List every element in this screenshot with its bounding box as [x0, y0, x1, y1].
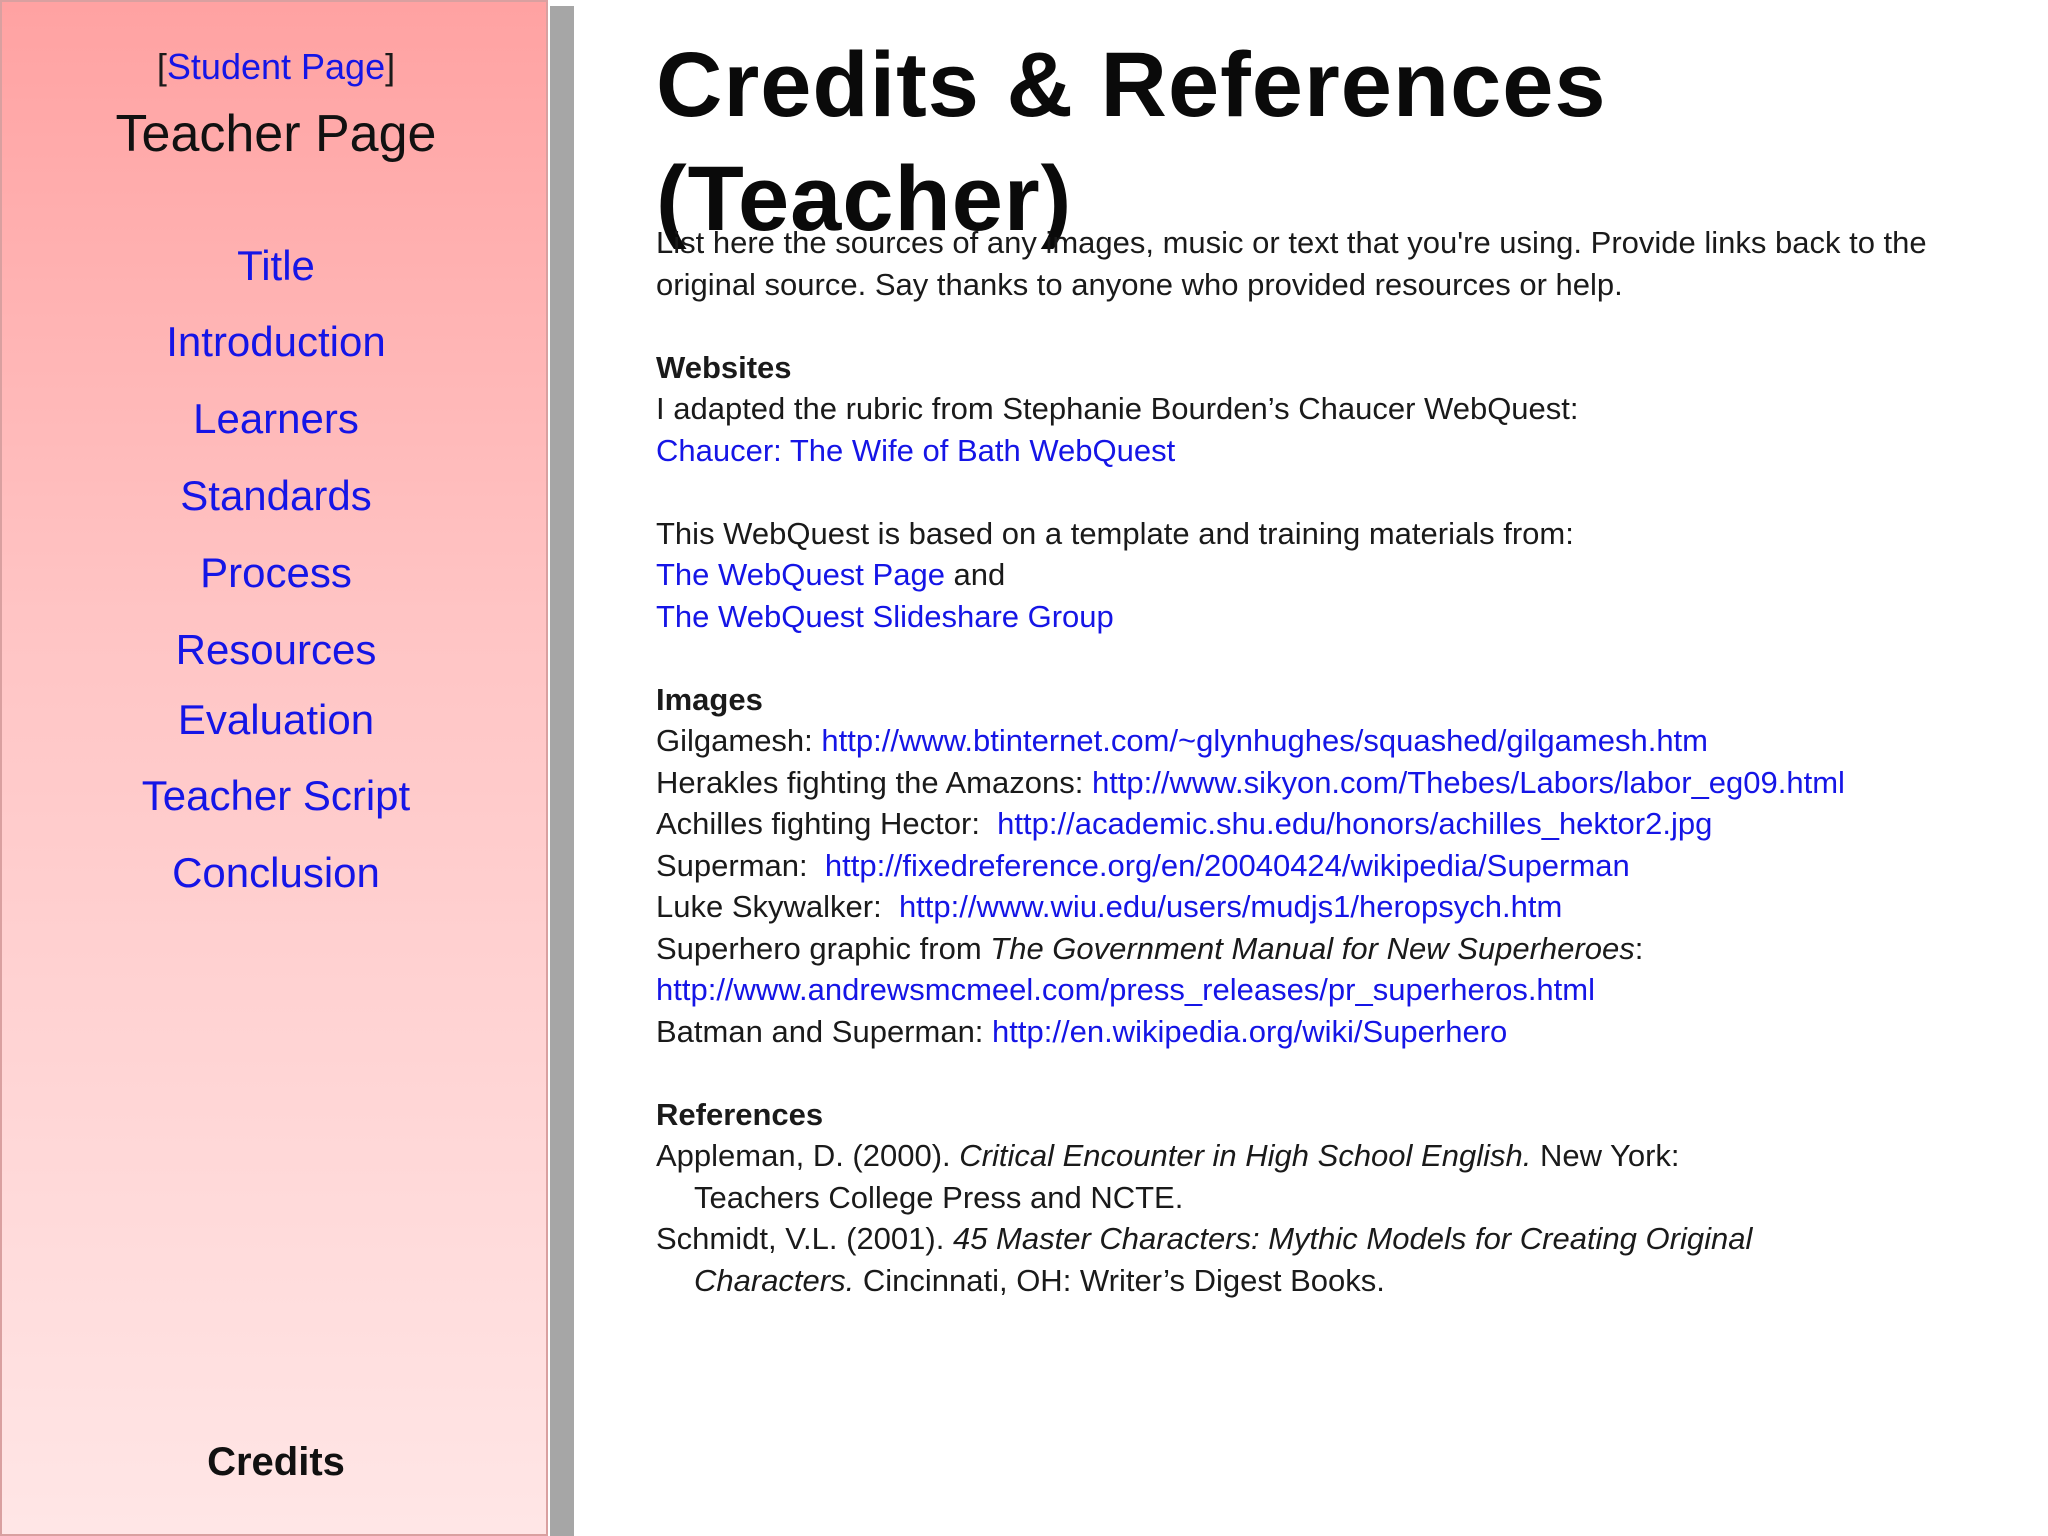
ref2-author: Schmidt, V.L. (2001). — [656, 1221, 953, 1256]
references-heading: References — [656, 1096, 824, 1132]
ref1-continuation: Teachers College Press and NCTE. — [694, 1179, 1184, 1215]
ref2-publisher: Cincinnati, OH: Writer’s Digest Books. — [854, 1262, 1385, 1298]
batman-link[interactable]: http://en.wikipedia.org/wiki/Superhero — [992, 1013, 1508, 1049]
websites-heading: Websites — [656, 349, 792, 385]
webquest-page-link[interactable]: The WebQuest Page — [656, 557, 945, 592]
nav-item-title[interactable]: Title — [237, 242, 315, 289]
superhero-prefix: Superhero graphic from — [656, 930, 991, 966]
intro-text: List here the sources of any images, music or text that you're using. Provide links back to the original source. Say thanks to anyone who provided resources or help. — [656, 225, 1927, 302]
webquest-slideshare-link[interactable]: The WebQuest Slideshare Group — [656, 598, 1114, 634]
nav-item-teacher-script[interactable]: Teacher Script — [141, 772, 411, 819]
content-body — [656, 222, 1996, 1301]
batman-credit — [656, 1011, 1996, 1053]
ref2-continuation — [656, 1260, 1996, 1302]
nav-item-standards[interactable]: Standards — [180, 472, 372, 519]
rubric-text: I adapted the rubric from Stephanie Bourden’s Chaucer WebQuest: — [656, 391, 1579, 426]
reference-schmidt — [656, 1218, 1996, 1260]
image-credit-link[interactable]: http://fixedreference.org/en/20040424/wikipedia/Superman — [824, 847, 1630, 883]
nav-item-introduction[interactable]: Introduction — [166, 318, 386, 365]
bracket-close: ] — [385, 46, 396, 87]
nav-item-learners[interactable]: Learners — [193, 395, 359, 442]
nav-item-evaluation[interactable]: Evaluation — [177, 696, 375, 743]
image-credit-link[interactable]: http://www.btinternet.com/~glynhughes/squashed/gilgamesh.htm — [821, 723, 1708, 758]
images-heading: Images — [656, 681, 763, 717]
and-text: and — [944, 557, 1006, 592]
nav-item-process[interactable]: Process — [200, 549, 352, 596]
student-page-link[interactable]: Student Page — [166, 46, 386, 87]
image-credit-row — [656, 886, 1996, 928]
sidebar-shadow — [550, 6, 574, 1536]
image-credit-label: Gilgamesh: — [656, 723, 822, 758]
chaucer-webquest-link[interactable]: Chaucer: The Wife of Bath WebQuest — [656, 432, 1176, 468]
nav-item-conclusion[interactable]: Conclusion — [172, 849, 380, 896]
image-credit-link[interactable]: http://academic.shu.edu/honors/achilles_hektor2.jpg — [997, 806, 1713, 841]
webquest-page-line — [656, 554, 1996, 596]
image-credit-row — [656, 720, 1996, 762]
image-credit-label: Herakles fighting the Amazons: — [656, 764, 1092, 800]
image-credit-link[interactable]: http://www.wiu.edu/users/mudjs1/heropsych.htm — [898, 889, 1563, 924]
credits-label: Credits — [207, 1440, 345, 1484]
image-credit-link[interactable]: http://www.sikyon.com/Thebes/Labors/labor_eg09.html — [1091, 764, 1845, 800]
image-credit-row — [656, 845, 1996, 887]
batman-label: Batman and Superman: — [656, 1013, 993, 1049]
image-credit-label: Luke Skywalker: — [656, 889, 899, 924]
ref1-publisher: New York: — [1531, 1138, 1680, 1173]
reference-appleman — [656, 1135, 1996, 1177]
ref1-title: Critical Encounter in High School English. — [959, 1138, 1532, 1173]
superhero-book-title: The Government Manual for New Superheroes — [990, 930, 1635, 966]
teacher-page-label: Teacher Page — [115, 105, 437, 163]
ref1-author: Appleman, D. (2000). — [656, 1138, 960, 1173]
template-text: This WebQuest is based on a template and training materials from: — [656, 515, 1574, 551]
ref2-title: 45 Master Characters: Mythic Models for Creating Original — [952, 1221, 1753, 1256]
bracket-open: [ — [156, 46, 167, 87]
superhero-link[interactable]: http://www.andrewsmcmeel.com/press_releases/pr_superheros.html — [656, 972, 1595, 1007]
student-page-link-line — [2, 46, 550, 88]
image-credit-row — [656, 803, 1996, 845]
superhero-suffix: : — [1634, 930, 1644, 966]
image-credit-label: Superman: — [656, 847, 825, 883]
superhero-credit — [656, 928, 1996, 970]
image-credit-row — [656, 762, 1996, 804]
page-title: Credits & References (Teacher) — [656, 34, 1607, 250]
sidebar — [0, 0, 548, 1536]
image-credit-label: Achilles fighting Hector: — [656, 806, 998, 841]
ref2-title-cont: Characters. — [694, 1262, 855, 1298]
nav-item-resources[interactable]: Resources — [175, 626, 377, 673]
